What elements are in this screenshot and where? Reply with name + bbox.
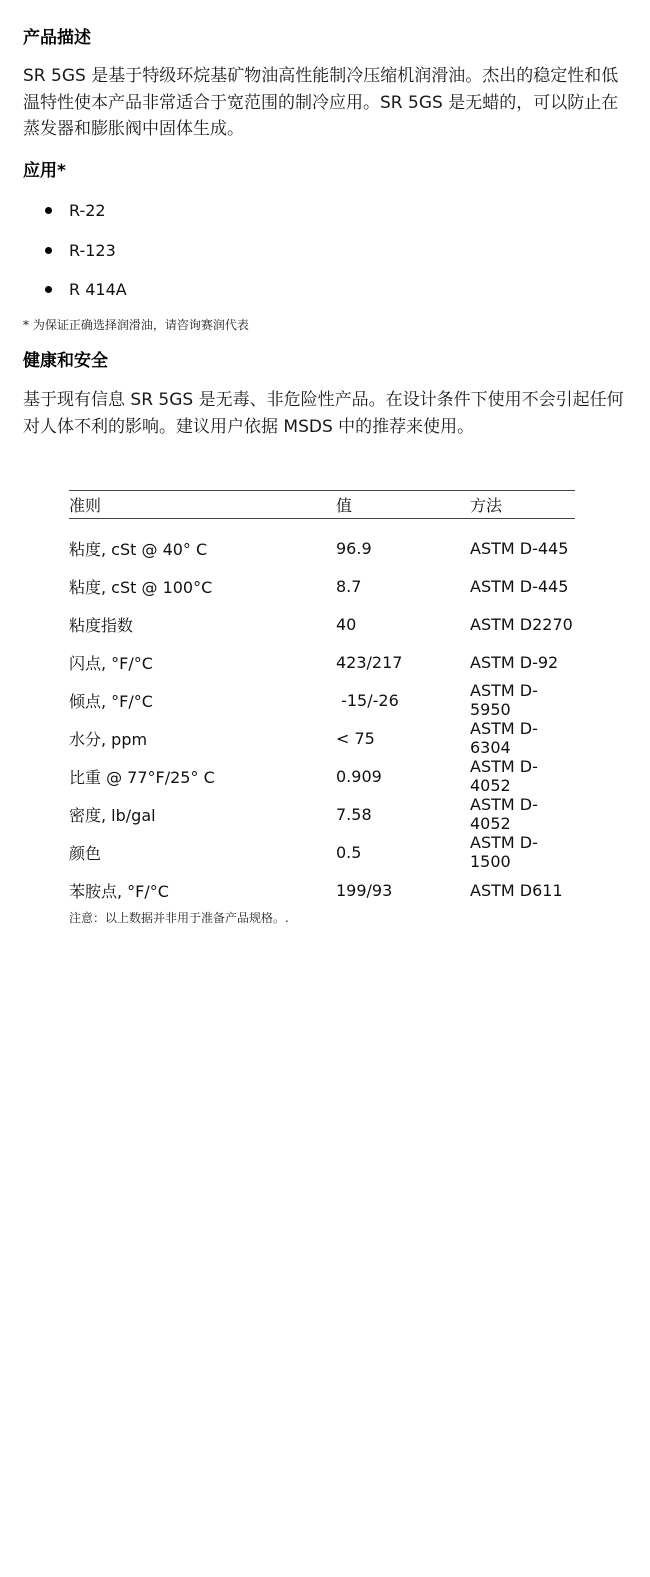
method-cell: ASTM D-6304	[470, 719, 538, 757]
application-label: R-123	[69, 240, 116, 260]
criterion-cell: 水分, ppm	[69, 729, 148, 749]
criterion-cell: 粘度, cSt @ 40° C	[69, 539, 208, 559]
value-cell: 7.58	[336, 804, 372, 824]
table-row	[69, 567, 575, 605]
product-description-heading: 产品描述	[23, 28, 91, 48]
table-row	[69, 643, 575, 681]
value-cell: 96.9	[336, 538, 372, 558]
method-cell: ASTM D-4052	[470, 757, 538, 795]
criterion-cell: 闪点, °F/°C	[69, 653, 153, 673]
table-row	[69, 519, 575, 568]
method-cell: ASTM D-445	[470, 576, 569, 596]
criterion-cell: 苯胺点, °F/°C	[69, 881, 169, 901]
list-item	[0, 237, 650, 277]
table-header-row	[69, 491, 575, 519]
table-row	[69, 605, 575, 643]
criterion-cell: 倾点, °F/°C	[69, 691, 153, 711]
table-row	[69, 871, 575, 909]
value-cell: 8.7	[336, 576, 362, 596]
table-note: 注意：以上数据并非用于准备产品规格。.	[69, 911, 289, 925]
criterion-cell: 粘度指数	[69, 615, 134, 635]
value-cell: 423/217	[336, 652, 403, 672]
table-row	[69, 757, 575, 795]
applications-list	[0, 197, 650, 316]
application-label: R-22	[69, 201, 106, 220]
application-label: R 414A	[69, 280, 127, 299]
product-description-paragraph: SR 5GS 是基于特级环烷基矿物油高性能制冷压缩机润滑油。杰出的稳定性和低温特性使本产品非常适合于宽范围的制冷应用。SR 5GS 是无蜡的，可以防止在蒸发器和膨胀阀中固体生成。	[23, 66, 619, 139]
value-cell: -15/-26	[336, 690, 399, 710]
method-cell: ASTM D-4052	[470, 795, 538, 833]
value-cell: 0.909	[336, 766, 382, 786]
table-row	[69, 795, 575, 833]
health-safety-paragraph: 基于现有信息 SR 5GS 是无毒、非危险性产品。在设计条件下使用不会引起任何对人体不利的影响。建议用户依据 MSDS 中的推荐来使用。	[23, 390, 624, 437]
table-row	[69, 833, 575, 871]
method-cell: ASTM D-5950	[470, 681, 538, 719]
method-cell: ASTM D-92	[470, 652, 559, 672]
bullet-icon	[45, 207, 52, 214]
column-header-criterion: 准则	[69, 491, 336, 519]
method-cell: ASTM D611	[470, 880, 563, 900]
applications-footnote: * 为保证正确选择润滑油，请咨询赛润代表	[23, 318, 249, 332]
method-cell: ASTM D-1500	[470, 833, 538, 871]
criterion-cell: 颜色	[69, 843, 102, 863]
list-item	[0, 197, 650, 237]
value-cell: 0.5	[336, 842, 362, 862]
specs-table	[69, 490, 575, 909]
method-cell: ASTM D-445	[470, 538, 569, 558]
criterion-cell: 密度, lb/gal	[69, 805, 156, 825]
criterion-cell: 粘度, cSt @ 100°C	[69, 577, 213, 597]
list-item	[0, 276, 650, 316]
bullet-icon	[45, 286, 52, 293]
value-cell: 199/93	[336, 880, 393, 900]
method-cell: ASTM D2270	[470, 614, 573, 634]
bullet-icon	[45, 247, 52, 254]
criterion-cell: 比重 @ 77°F/25° C	[69, 767, 215, 787]
applications-heading: 应用*	[23, 161, 66, 181]
table-row	[69, 681, 575, 719]
column-header-method: 方法	[470, 491, 575, 519]
health-safety-heading: 健康和安全	[23, 351, 108, 371]
value-cell: < 75	[336, 728, 375, 748]
value-cell: 40	[336, 614, 357, 634]
table-row	[69, 719, 575, 757]
column-header-value: 值	[336, 491, 470, 519]
